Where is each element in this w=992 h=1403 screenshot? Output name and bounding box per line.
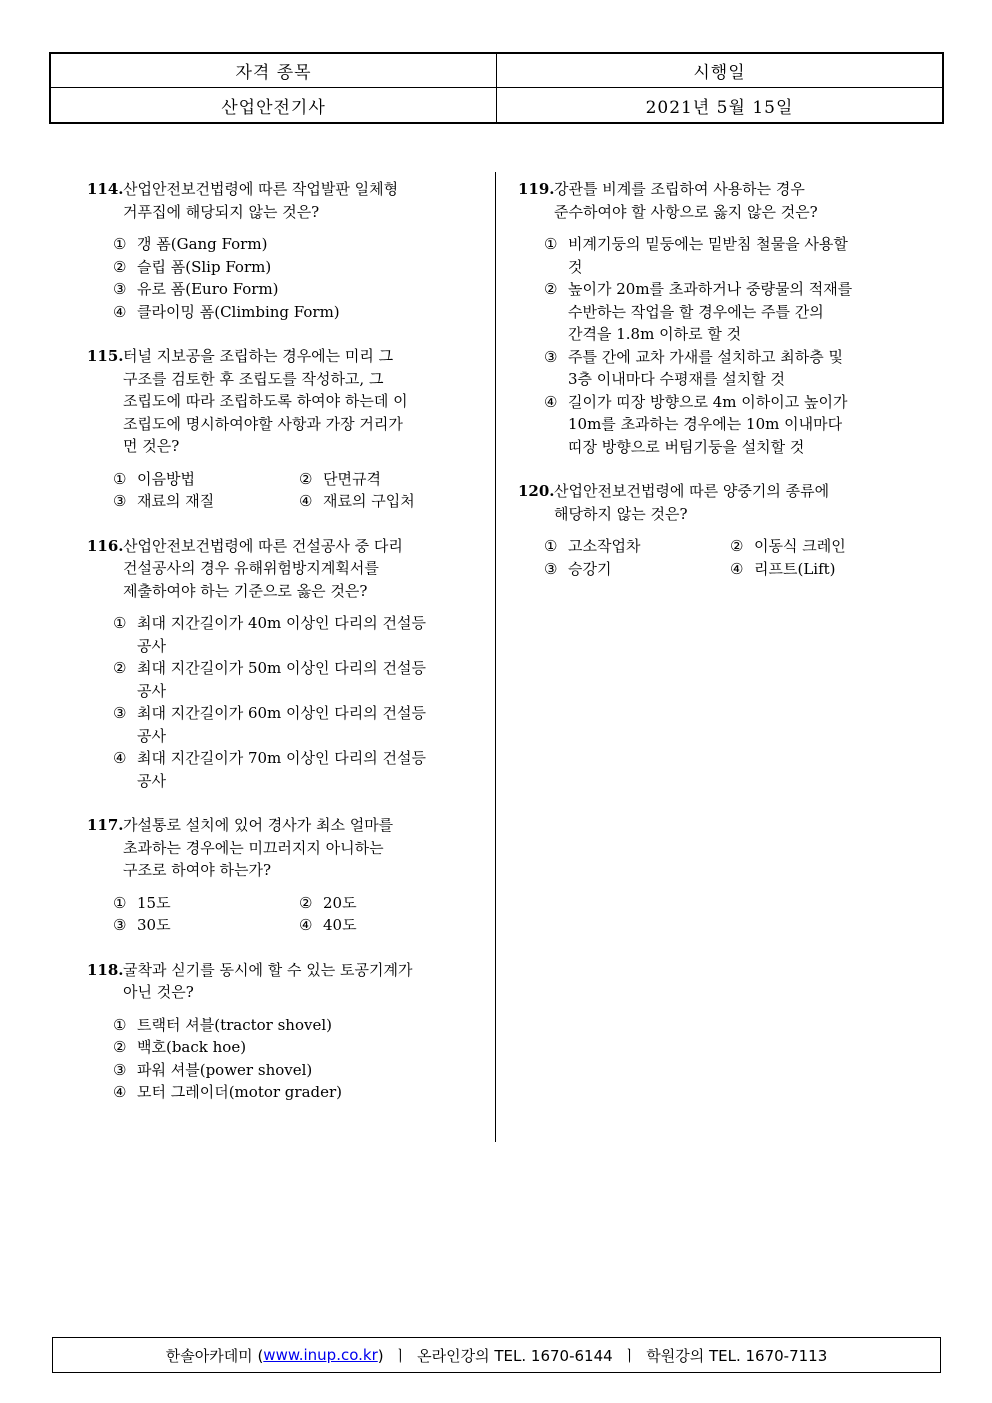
option-text: 클라이밍 폼(Climbing Form)	[137, 302, 340, 321]
question-head	[87, 345, 487, 458]
answer-option	[113, 1014, 487, 1037]
answer-option	[299, 914, 487, 937]
question-number: 119.	[518, 180, 555, 198]
question-head	[87, 535, 487, 603]
answer-option	[544, 233, 913, 278]
option-marker: ②	[544, 280, 558, 298]
question-head	[518, 480, 913, 525]
question-number: 120.	[518, 482, 555, 500]
option-marker: ②	[299, 893, 313, 912]
option-marker: ①	[544, 235, 558, 253]
footer-website-link[interactable]: www.inup.co.kr	[263, 1346, 378, 1364]
exam-header-table	[49, 52, 944, 124]
answer-option	[113, 702, 487, 747]
question	[518, 480, 913, 580]
option-text: 최대 지간길이가 50m 이상인 다리의 건설등 공사	[137, 659, 426, 700]
option-text: 재료의 재질	[137, 492, 215, 510]
option-marker: ①	[544, 537, 558, 555]
answer-option	[113, 1059, 487, 1082]
question	[87, 178, 487, 323]
answer-option	[113, 256, 487, 279]
left-column	[87, 178, 487, 1126]
answer-option	[113, 914, 299, 937]
option-marker: ①	[113, 235, 127, 253]
answer-option	[544, 278, 913, 346]
option-text: 최대 지간길이가 60m 이상인 다리의 건설등 공사	[137, 704, 426, 745]
option-marker: ④	[299, 492, 313, 510]
option-marker: ③	[113, 280, 127, 298]
question-text: 산업안전보건법령에 따른 작업발판 일체형 거푸집에 해당되지 않는 것은?	[123, 180, 399, 221]
question-text: 가설통로 설치에 있어 경사가 최소 얼마를 초과하는 경우에는 미끄러지지 아니하는 구조로 하여야 하는가?	[123, 816, 394, 879]
option-marker: ③	[544, 347, 558, 366]
answer-option	[544, 391, 913, 459]
answer-option	[113, 490, 299, 513]
answer-option	[113, 657, 487, 702]
subject-label: 자격 종목	[51, 54, 497, 88]
option-marker: ③	[113, 916, 127, 934]
answer-options	[87, 233, 487, 323]
answer-option	[113, 1036, 487, 1059]
option-text: 최대 지간길이가 70m 이상인 다리의 건설등 공사	[137, 749, 426, 790]
answer-option	[113, 278, 487, 301]
option-marker: ②	[730, 537, 744, 555]
answer-options	[87, 892, 487, 937]
answer-option	[113, 892, 299, 915]
answer-option	[544, 535, 730, 558]
answer-options	[518, 535, 913, 580]
question-head	[518, 178, 913, 223]
date-value: 2021년 5월 15일	[645, 97, 794, 118]
option-text: 최대 지간길이가 40m 이상인 다리의 건설등 공사	[137, 614, 426, 655]
option-text: 갱 폼(Gang Form)	[137, 235, 268, 253]
option-text: 고소작업차	[568, 537, 641, 555]
answer-option	[113, 233, 487, 256]
question-text: 산업안전보건법령에 따른 양중기의 종류에 해당하지 않는 것은?	[554, 482, 830, 523]
option-marker: ①	[113, 469, 127, 488]
answer-option	[544, 558, 730, 581]
right-column	[518, 178, 913, 602]
question-head	[87, 814, 487, 882]
answer-options	[87, 1014, 487, 1104]
option-marker: ④	[544, 392, 558, 411]
answer-option	[113, 1081, 487, 1104]
question-text: 굴착과 싣기를 동시에 할 수 있는 토공기계가 아닌 것은?	[123, 960, 413, 1001]
answer-options	[518, 233, 913, 458]
option-marker: ②	[113, 1038, 127, 1056]
answer-option	[299, 490, 487, 513]
option-text: 모터 그레이더(motor grader)	[137, 1083, 343, 1101]
option-marker: ④	[113, 302, 127, 321]
option-text: 슬립 폼(Slip Form)	[137, 257, 272, 276]
question-head	[87, 178, 487, 223]
question-text: 강관틀 비계를 조립하여 사용하는 경우 준수하여야 할 사항으로 옳지 않은 것은?	[554, 180, 818, 221]
option-text: 비계기둥의 밑둥에는 밑받침 철물을 사용할 것	[568, 235, 848, 276]
option-marker: ③	[113, 704, 127, 722]
answer-option	[299, 468, 487, 491]
option-text: 이음방법	[137, 469, 195, 488]
footer-org: 한솔아카데미 (	[165, 1346, 264, 1365]
option-marker: ②	[113, 659, 127, 677]
footer-contact: ) ㅣ 온라인강의 TEL. 1670-6144 ㅣ 학원강의 TEL. 1670-7113	[377, 1346, 828, 1365]
question-number: 114.	[87, 180, 124, 198]
question-number: 118.	[87, 960, 124, 979]
subject-value: 산업안전기사	[51, 88, 497, 122]
question-head	[87, 959, 487, 1004]
column-divider	[495, 172, 496, 1142]
answer-option	[113, 301, 487, 324]
option-text: 40도	[323, 916, 357, 934]
answer-option	[730, 558, 913, 581]
answer-option	[113, 612, 487, 657]
option-text: 리프트(Lift)	[754, 559, 836, 578]
option-text: 15도	[137, 893, 171, 912]
option-text: 파워 셔블(power shovel)	[137, 1060, 313, 1079]
question-number: 117.	[87, 816, 124, 834]
answer-option	[730, 535, 913, 558]
option-text: 백호(back hoe)	[137, 1038, 247, 1056]
option-marker: ③	[113, 492, 127, 510]
option-text: 트랙터 셔블(tractor shovel)	[137, 1015, 332, 1034]
answer-options	[87, 468, 487, 513]
question	[87, 345, 487, 513]
question	[87, 959, 487, 1104]
answer-option	[113, 468, 299, 491]
option-text: 높이가 20m를 초과하거나 중량물의 적재를 수반하는 작업을 할 경우에는 주틀 간의 간격을 1.8m 이하로 할 것	[568, 280, 853, 343]
option-marker: ④	[113, 1083, 127, 1101]
option-marker: ②	[113, 257, 127, 276]
option-text: 승강기	[568, 559, 612, 578]
answer-options	[87, 612, 487, 792]
answer-option	[299, 892, 487, 915]
answer-option	[544, 346, 913, 391]
date-label: 시행일	[497, 54, 942, 88]
option-text: 30도	[137, 916, 171, 934]
option-marker: ①	[113, 1015, 127, 1034]
option-text: 단면규격	[323, 469, 381, 488]
question-number: 116.	[87, 536, 124, 555]
option-marker: ④	[730, 559, 744, 578]
option-text: 유로 폼(Euro Form)	[137, 280, 279, 298]
question-text: 산업안전보건법령에 따른 건설공사 중 다리 건설공사의 경우 유해위험방지계획서를 제출하여야 하는 기준으로 옳은 것은?	[123, 536, 403, 600]
question	[518, 178, 913, 458]
option-marker: ④	[299, 916, 313, 934]
question	[87, 814, 487, 937]
option-text: 20도	[323, 893, 357, 912]
option-marker: ③	[544, 559, 558, 578]
option-text: 주틀 간에 교차 가새를 설치하고 최하층 및 3층 이내마다 수평재를 설치할 것	[568, 347, 843, 388]
option-text: 재료의 구입처	[323, 492, 415, 510]
option-text: 이동식 크레인	[754, 537, 846, 555]
option-marker: ③	[113, 1060, 127, 1079]
question	[87, 535, 487, 793]
option-marker: ②	[299, 469, 313, 488]
option-marker: ④	[113, 749, 127, 767]
option-text: 길이가 띠장 방향으로 4m 이하이고 높이가 10m를 초과하는 경우에는 10m 이내마다 띠장 방향으로 버팀기둥을 설치할 것	[568, 392, 848, 456]
footer-bar	[52, 1337, 941, 1373]
option-marker: ①	[113, 614, 127, 632]
question-text: 터널 지보공을 조립하는 경우에는 미리 그 구조를 검토한 후 조립도를 작성하고, 그 조립도에 따라 조립하도록 하여야 하는데 이 조립도에 명시하여야할 사항과 가장 거리가 먼 것은?	[123, 347, 408, 455]
answer-option	[113, 747, 487, 792]
question-number: 115.	[87, 347, 124, 365]
option-marker: ①	[113, 893, 127, 912]
